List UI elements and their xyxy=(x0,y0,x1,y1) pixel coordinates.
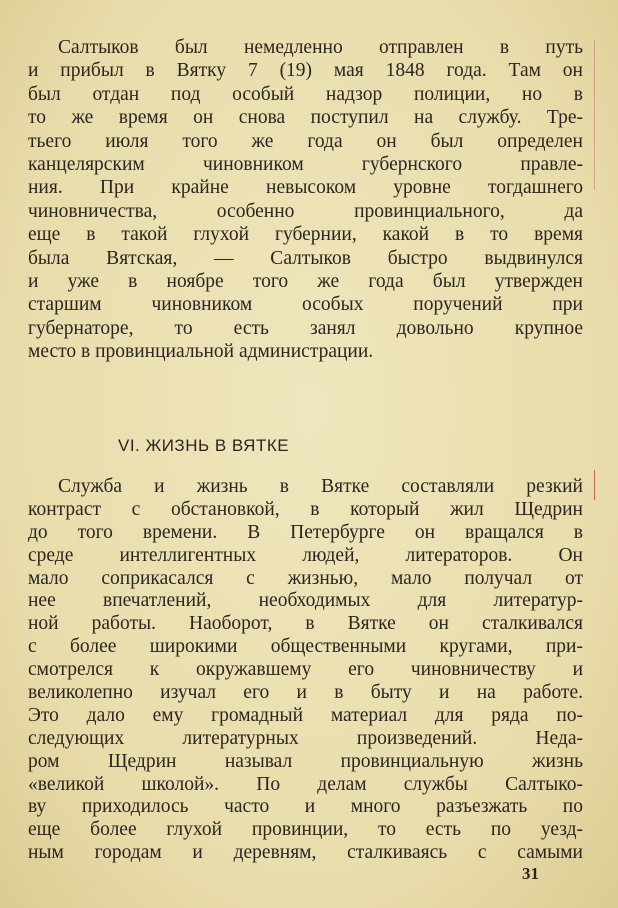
text-line: до того времени. В Петербурге он вращался в xyxy=(28,521,583,543)
paragraph-1 xyxy=(28,36,583,363)
text-line: еще в такой глухой губернии, какой в то время xyxy=(28,224,583,246)
margin-red-mark xyxy=(594,470,595,500)
text-line: губернаторе, то есть занял довольно крупное xyxy=(28,317,583,339)
text-line: ром Щедрин называл провинциальную жизнь xyxy=(28,750,583,772)
margin-pencil-mark xyxy=(594,40,595,190)
text-line: ния. При крайне невысоком уровне тогдашнего xyxy=(28,177,583,199)
text-line: тьего июля того же года он был определен xyxy=(28,130,583,152)
page-number: 31 xyxy=(522,864,539,883)
text-line: то же время он снова поступил на службу. Тре- xyxy=(28,107,583,129)
text-line: следующих литературных произведений. Неда- xyxy=(28,727,583,749)
text-line: ным городам и деревням, сталкиваясь с самыми xyxy=(28,842,583,864)
text-line: нее впечатлений, необходимых для литератур- xyxy=(28,590,583,612)
text-line: с более широкими общественными кругами, при- xyxy=(28,636,583,658)
text-line: старшим чиновником особых поручений при xyxy=(28,294,583,316)
text-line: ву приходилось часто и много разъезжать по xyxy=(28,796,583,818)
text-line: «великой школой». По делам службы Салтыко- xyxy=(28,773,583,795)
text-line: Это дало ему громадный материал для ряда по- xyxy=(28,704,583,726)
paragraph-2 xyxy=(28,476,583,865)
text-line: мало соприкасался с жизнью, мало получал от xyxy=(28,567,583,589)
text-line: была Вятская, — Салтыков быстро выдвинулся xyxy=(28,247,583,269)
text-line: чиновничества, особенно провинциального, да xyxy=(28,200,583,222)
text-line: великолепно изучал его и в быту и на работе. xyxy=(28,682,583,704)
section-heading: VI. ЖИЗНЬ В ВЯТКЕ xyxy=(118,436,290,455)
text-line: Салтыков был немедленно отправлен в путь xyxy=(58,37,583,58)
text-line: и прибыл в Вятку 7 (19) мая 1848 года. Там он xyxy=(28,60,583,82)
text-line: контраст с обстановкой, в который жил Щедрин xyxy=(28,498,583,520)
text-line: канцелярским чиновником губернского правле- xyxy=(28,153,583,175)
text-line: место в провинциальной администрации. xyxy=(28,341,374,363)
text-line: и уже в ноябре того же года был утвержден xyxy=(28,270,583,292)
text-line: Служба и жизнь в Вятке составляли резкий xyxy=(58,476,583,497)
text-line: еще более глухой провинции, то есть по уезд- xyxy=(28,819,583,841)
text-line: ной работы. Наоборот, в Вятке он сталкивался xyxy=(28,613,583,635)
text-line: смотрелся к окружавшему его чиновничеству и xyxy=(28,659,583,681)
text-line: среде интеллигентных людей, литераторов. Он xyxy=(28,544,583,566)
text-line: был отдан под особый надзор полиции, но в xyxy=(28,83,583,105)
